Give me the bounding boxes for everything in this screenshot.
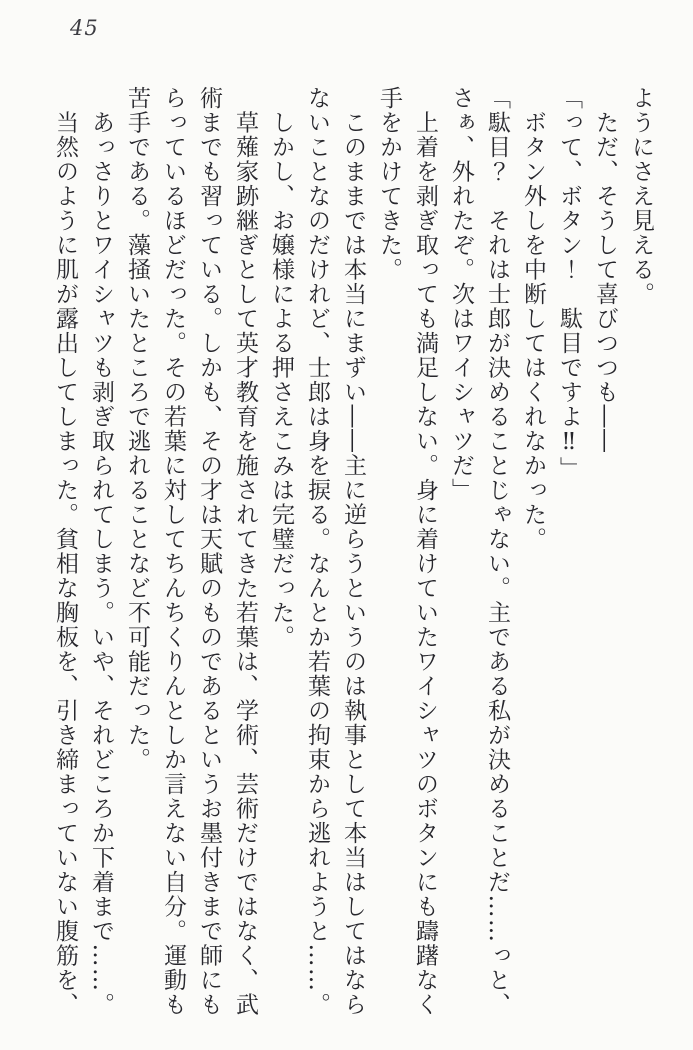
text-line: 当然のように肌が露出してしまった。貧相な胸板を、引き締まっていない腹筋を、	[52, 86, 78, 1017]
text-line: ようにさえ見える。	[628, 86, 654, 307]
text-line: あっさりとワイシャツも剥ぎ取られてしまう。いや、それどころか下着まで……。	[88, 86, 114, 1017]
page-number: 45	[70, 16, 99, 40]
text-line: 草薙家跡継ぎとして英才教育を施されてきた若葉は、学術、芸術だけではなく、武	[232, 86, 258, 1017]
text-line: このままでは本当にまずい――主に逆らうというのは執事として本当はしてはなら	[340, 86, 366, 1017]
text-line: ないことなのだけれど、士郎は身を捩る。なんとか若葉の拘束から逃れようと……。	[304, 86, 330, 1017]
text-line: ただ、そうして喜びつつも――	[592, 86, 618, 454]
text-line: 上着を剥ぎ取っても満足しない。身に着けていたワイシャツのボタンにも躊躇なく	[412, 86, 438, 1017]
text-line: 手をかけてきた。	[376, 86, 402, 282]
text-line: しかし、お嬢様による押さえこみは完璧だった。	[268, 86, 294, 650]
text-line: さぁ、外れたぞ。次はワイシャツだ」	[448, 86, 474, 503]
text-line: 苦手である。藻掻いたところで逃れることなど不可能だった。	[124, 86, 150, 772]
text-line: 「って、ボタン！ 駄目ですよ‼」	[556, 86, 582, 481]
text-line: 「駄目？ それは士郎が決めることじゃない。主である私が決めることだ……っと、	[484, 86, 510, 1017]
text-line: ボタン外しを中断してはくれなかった。	[520, 86, 546, 552]
vertical-text-block	[47, 86, 659, 1034]
text-line: らっているほどだった。その若葉に対してちんちくりんとしか言えない自分。運動も	[160, 86, 186, 1017]
text-line: 術までも習っている。しかも、その才は天賦のものであるというお墨付きまで師にも	[196, 86, 222, 1017]
